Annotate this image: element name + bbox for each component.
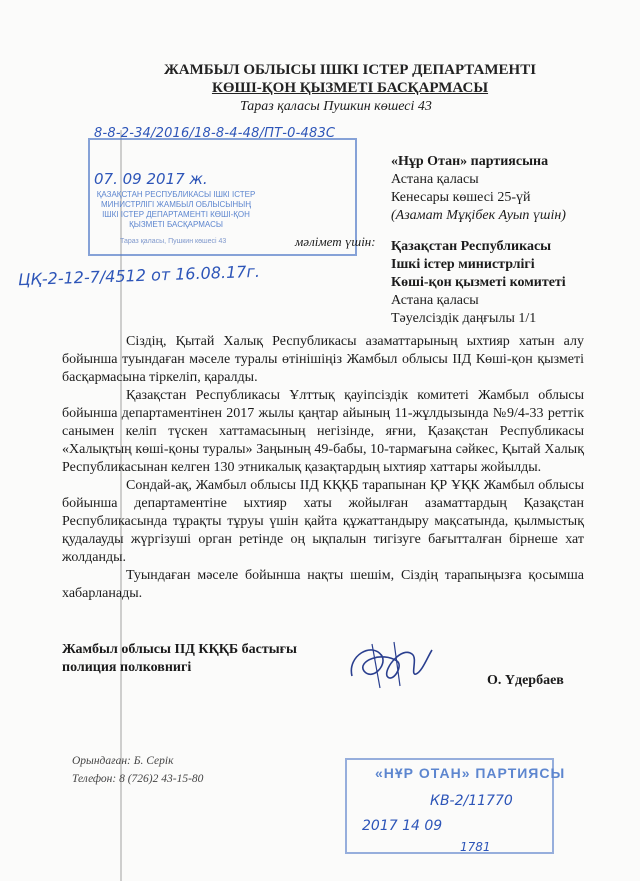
copy-recipient-line1: Қазақстан Республикасы — [391, 239, 552, 254]
recipient-name: «Нұр Отан» партиясына — [391, 154, 549, 169]
letter-body — [62, 333, 584, 603]
copy-recipient-line2: Ішкі істер министрлігі — [391, 257, 535, 272]
party-stamp-date: 2017 14 09 — [362, 818, 443, 834]
handwritten-signature — [342, 636, 437, 694]
org-header-line2: КӨШІ-ҚОН ҚЫЗМЕТІ БАСҚАРМАСЫ — [211, 80, 489, 96]
copy-recipient-street: Тәуелсіздік даңғылы 1/1 — [391, 311, 537, 326]
party-stamp-extra: 1781 — [460, 840, 491, 854]
party-stamp-title: «НҰР ОТАН» ПАРТИЯСЫ — [375, 765, 566, 781]
signatory-title: Жамбыл облысы ІІД КҚҚБ бастығы полиция полковнигі — [62, 642, 297, 675]
executor-info: Орындаған: Б. Серік Телефон: 8 (726)2 43-15-80 — [72, 755, 204, 785]
stamp-org-text: ҚАЗАҚСТАН РЕСПУБЛИКАСЫ ІШКІ ІСТЕР МИНИСТРЛІГІ ЖАМБЫЛ ОБЛЫСЫНЫҢ ІШКІ ІСТЕР ДЕПАРТАМЕНТІ КӨШІ-ҚОН ҚЫЗМЕТІ БАСҚАРМАСЫ — [96, 190, 256, 229]
stamp-address: Тараз қаласы, Пушкин көшесі 43 — [120, 238, 227, 245]
copy-recipient-city: Астана қаласы — [391, 293, 479, 308]
body-paragraph: Сондай-ақ, Жамбыл облысы ІІД КҚҚБ тарапынан ҚР ҰҚК Жамбыл облысы бойынша департаментіне ыхтияр хаты жойылған азаматтардың Қазақстан Республикасында тұрақты тұруы үшін қайта құжаттандыру мақсатында, қылмыстық қудалауды жүргізуші орган ретінде оң ықпалын тигізуге бағытталған бірнеше хат жолданды. — [62, 478, 584, 565]
org-header-line1: ЖАМБЫЛ ОБЛЫСЫ ІШКІ ІСТЕР ДЕПАРТАМЕНТІ — [163, 62, 537, 78]
signer-name: О. Үдербаев — [487, 673, 564, 688]
recipient-city: Астана қаласы — [391, 172, 479, 187]
copy-recipient-block — [391, 238, 631, 328]
stamp-date: 07. 09 2017 ж. — [94, 170, 208, 188]
copy-recipient-line3: Көші-қон қызметі комитеті — [391, 275, 566, 290]
handwritten-registration-number: ЦҚ-2-12-7/4512 от 16.08.17г. — [17, 261, 261, 290]
recipient-block — [391, 153, 631, 225]
stamp-handwritten-ref: 8-8-2-34/2016/18-8-4-48/ПТ-0-483С — [94, 126, 336, 141]
recipient-street: Кенесары көшесі 25-үй — [391, 190, 531, 205]
org-address: Тараз қаласы Пушкин көшесі 43 — [240, 99, 432, 114]
body-paragraph: Сіздің, Қытай Халық Республикасы азаматтарының ыхтияр хатын алу бойынша туындаған мәселе туралы өтінішіңіз Жамбыл облысы ІІД Көші-қон қызметі басқармасына тіркеліп, қаралды. — [62, 334, 584, 385]
info-label: мәлімет үшін: — [295, 234, 376, 249]
recipient-attn: (Азамат Мұқібек Ауып үшін) — [391, 208, 566, 223]
party-stamp-number: КВ-2/11770 — [430, 793, 513, 809]
body-paragraph: Туындаған мәселе бойынша нақты шешім, Сіздің тарапыңызға қосымша хабарланады. — [62, 568, 584, 601]
body-paragraph: Қазақстан Республикасы Ұлттық қауіпсіздік комитеті Жамбыл облысы бойынша департаментінен 2017 жылы қаңтар айының 11-жұлдызында №9/4-33 реттік санымен келіп түскен хаттамасының негізінде, яғни, Қазақстан Республикасы «Халықтың көші-қоны туралы» Заңының 49-бабы, 10-тармағына сәйкес, Қытай Халық Республикасынан келген 130 этникалық қазақтардың ыхтияр хаттары жойылды. — [62, 388, 584, 475]
